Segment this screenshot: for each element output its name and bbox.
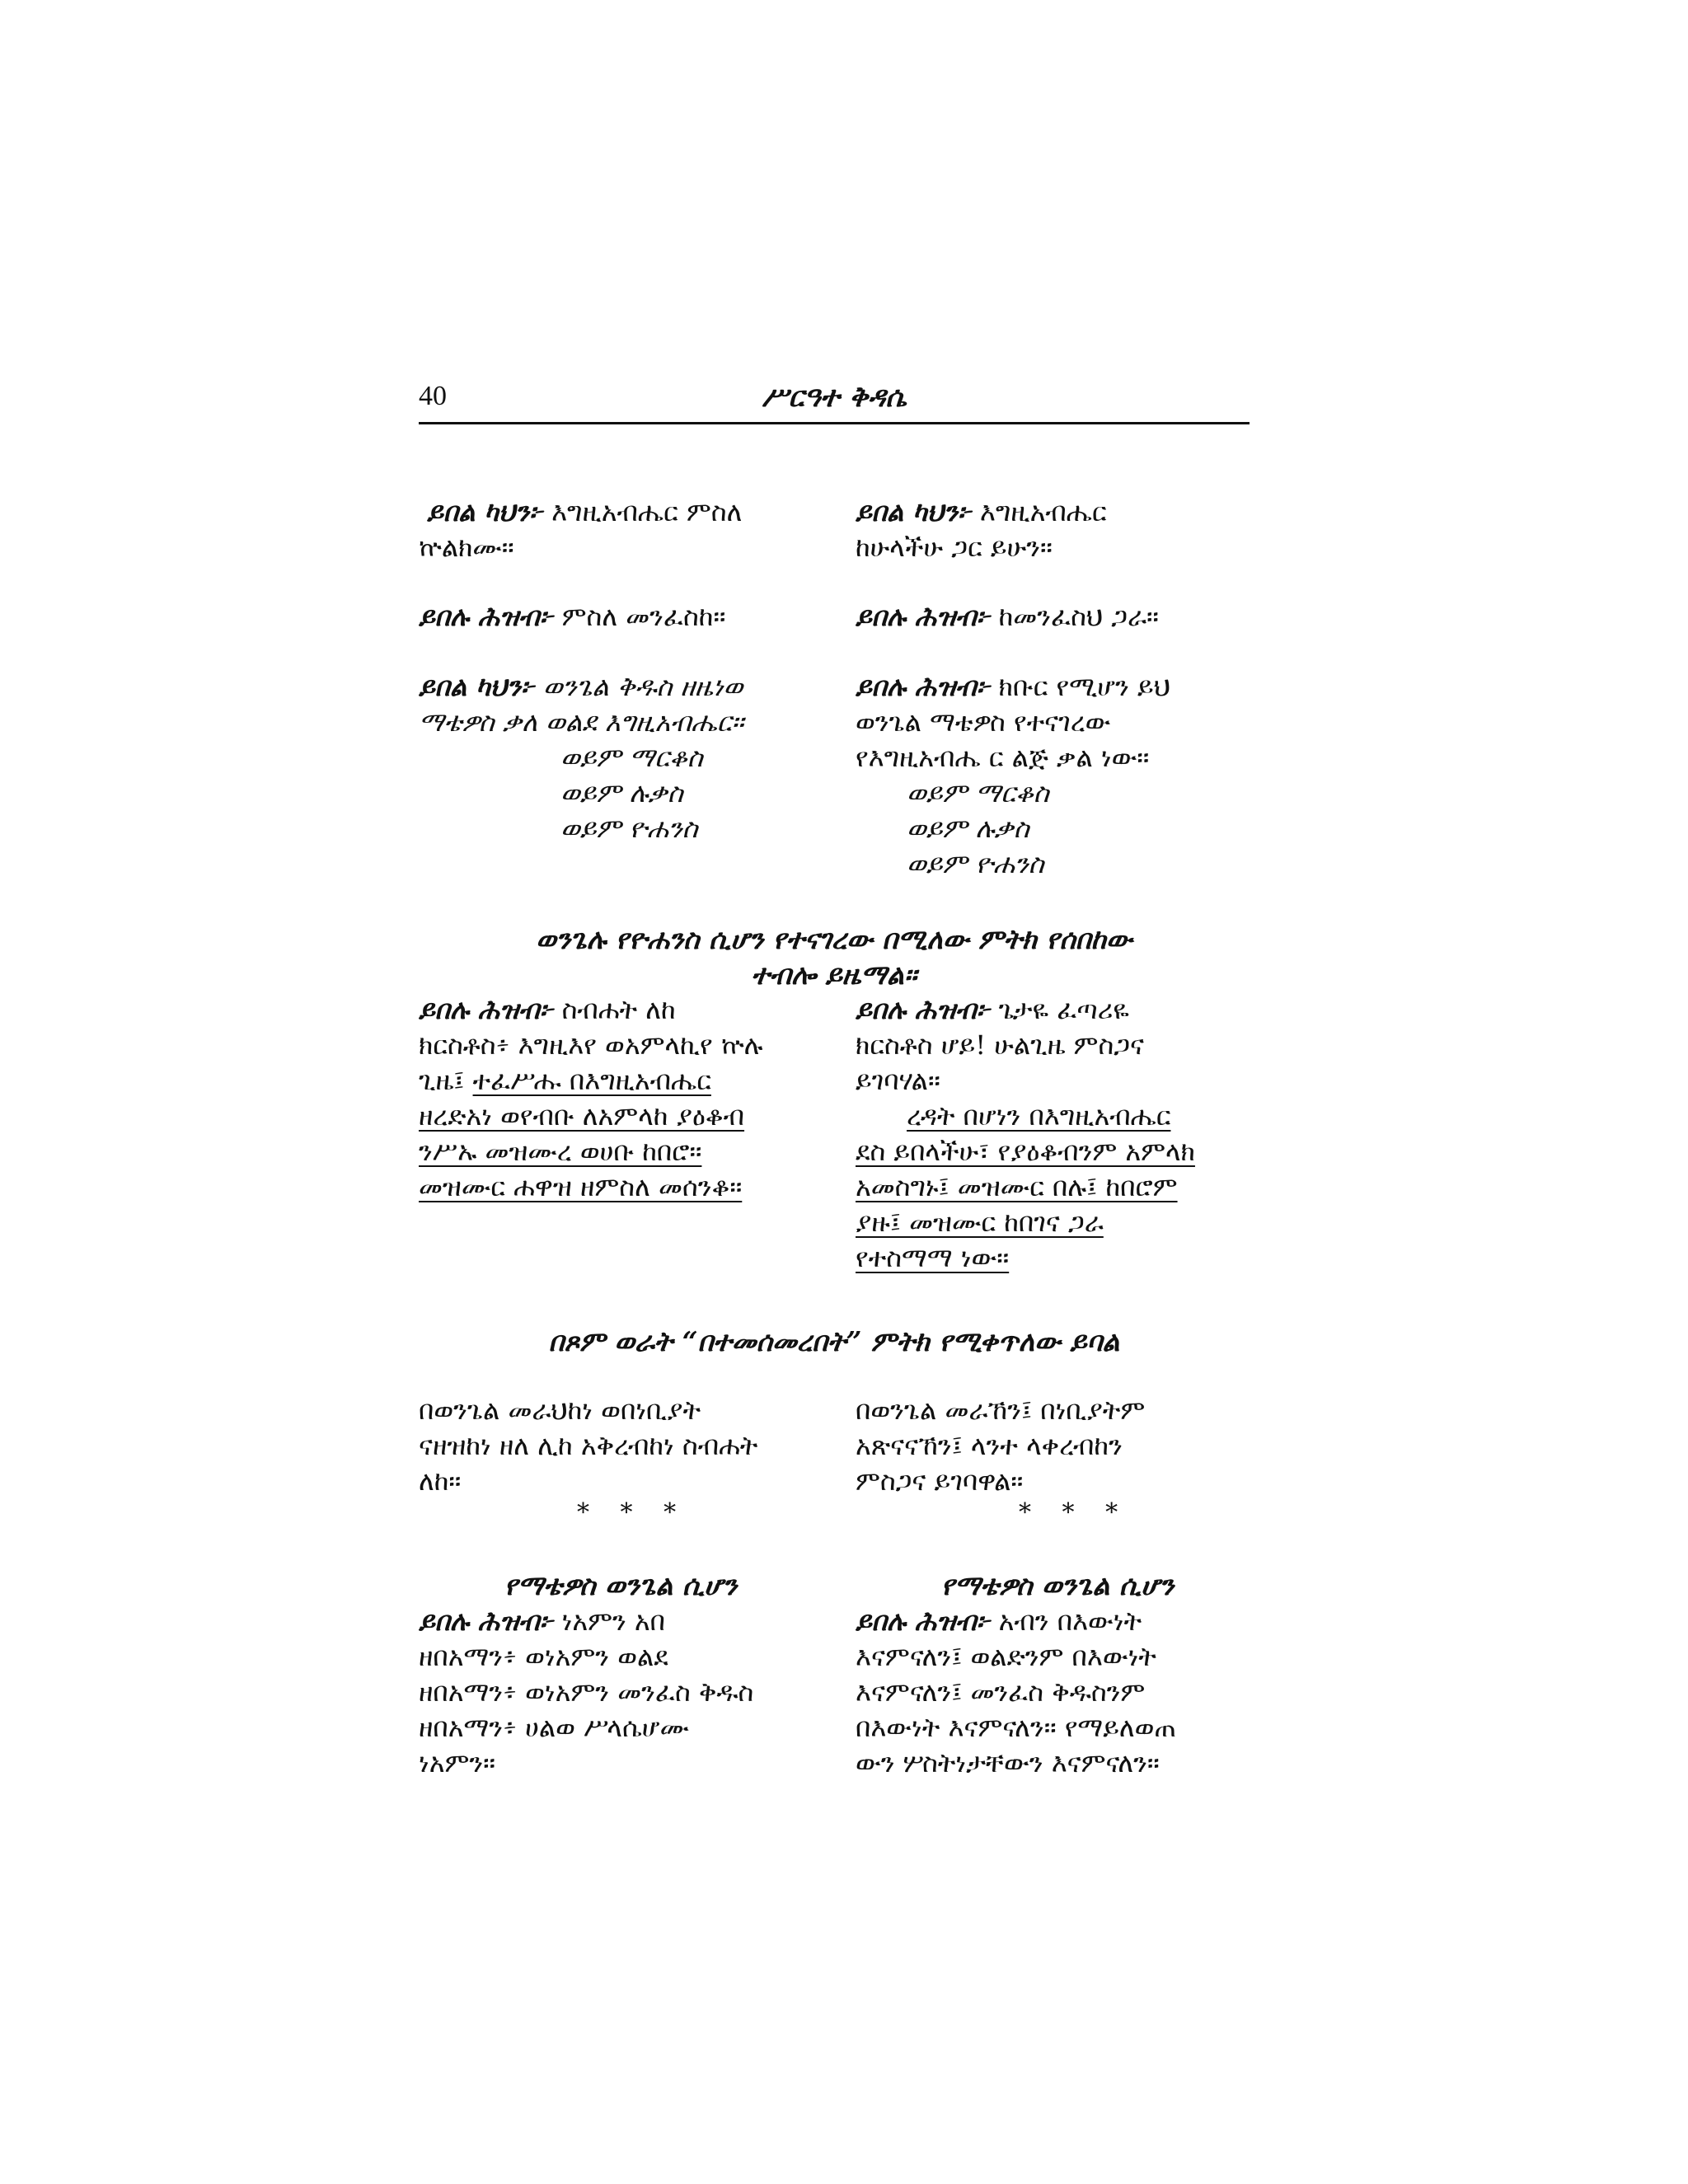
text-line: ክርስቶስ፥ እግዚእየ ወአምላኪየ ኵሉ bbox=[419, 1029, 763, 1061]
text-line bbox=[856, 1134, 1259, 1169]
block1-right bbox=[856, 494, 1259, 565]
text-line: ወንጌል ማቴዎስ የተናገረው bbox=[856, 706, 1111, 738]
text-line bbox=[856, 494, 1259, 530]
underlined-text: ረዳት በሆነን በእግዚአብሔር bbox=[907, 1100, 1171, 1132]
text-line: እናምናለን፤ መንፈስ ቅዱስንም bbox=[856, 1676, 1146, 1708]
block6-right bbox=[856, 1604, 1259, 1781]
section-heading bbox=[419, 921, 1250, 992]
speaker-label: ይበሉ ሕዝብ፦ bbox=[419, 601, 554, 632]
text-line: ነአምን። bbox=[419, 1747, 496, 1779]
text-line bbox=[419, 1169, 823, 1205]
block5-right bbox=[856, 1393, 1259, 1499]
text-line bbox=[856, 1205, 1259, 1240]
text-line: ክርስቶስ ሆይ! ሁልጊዜ ምስጋና bbox=[856, 1029, 1144, 1061]
text-line: ከሁላችሁ ጋር ይሁን። bbox=[856, 532, 1053, 563]
underlined-text: መዝሙር ሐዋዝ ዘምስለ መሰንቆ። bbox=[419, 1171, 743, 1202]
text-line bbox=[419, 494, 823, 530]
underlined-text: ተፈሥሑ በእግዚአብሔር bbox=[472, 1065, 711, 1096]
text-line bbox=[856, 669, 1259, 705]
text-fragment: ነአምን አበ bbox=[553, 1605, 666, 1637]
text-fragment: ክቡር የሚሆን ይህ bbox=[990, 671, 1170, 702]
speaker-label: ይበሉ ሕዝብ፦ bbox=[419, 994, 554, 1025]
text-line bbox=[419, 669, 823, 705]
heading-line: ተብሎ ይዜማል። bbox=[751, 958, 917, 991]
text-line: ይገባሃል። bbox=[856, 1065, 940, 1096]
header-rule bbox=[419, 422, 1250, 424]
text-fragment: ጌታዬ ፈጣሪዬ bbox=[990, 994, 1129, 1025]
underlined-text: ዘረድአነ ወየብቡ ለአምላከ ያዕቆብ bbox=[419, 1100, 745, 1132]
text-line bbox=[419, 1134, 823, 1169]
text-line bbox=[856, 599, 1259, 635]
text-line: ወይም ሉቃስ bbox=[560, 777, 683, 808]
underlined-text: የተስማማ ነው። bbox=[856, 1242, 1010, 1273]
sub-heading: የማቴዎስ ወንጌል ሲሆን bbox=[504, 1569, 738, 1601]
text-line bbox=[419, 1063, 823, 1099]
text-fragment: እግዚአብሔር bbox=[971, 496, 1107, 527]
text-line: ወይም ዮሐንስ bbox=[560, 813, 698, 844]
text-line: ናዘዝከነ ዘለ ሊከ አቅረብከነ ስብሐት bbox=[419, 1430, 758, 1461]
running-title: ሥርዓተ ቅዳሴ bbox=[762, 381, 907, 414]
block5-left bbox=[419, 1393, 823, 1499]
speaker-label: ይበል ካህን፦ bbox=[419, 671, 535, 702]
text-line: ወይም ማርቆስ bbox=[907, 777, 1049, 808]
underlined-text: ንሥኡ መዝሙረ ወሀቡ ከበሮ። bbox=[419, 1136, 702, 1167]
page-number: 40 bbox=[419, 381, 447, 411]
text-fragment: ወንጌል ቅዱስ ዘዜነወ bbox=[534, 671, 743, 702]
heading-line: ወንጌሉ የዮሐንስ ሲሆን የተናገረው በሚለው ምትክ የሰበከው bbox=[536, 923, 1132, 955]
block3-right bbox=[856, 669, 1259, 882]
text-fragment: ምስለ መንፈስከ። bbox=[553, 601, 726, 632]
text-line bbox=[856, 992, 1259, 1028]
text-line: ዘበአማን፥ ወነአምን መንፈስ ቅዱስ bbox=[419, 1676, 754, 1708]
text-line bbox=[856, 1240, 1259, 1276]
text-line: አጽናናኸን፤ ላንተ ላቀረብከን bbox=[856, 1430, 1123, 1461]
speaker-label: ይበል ካህን፦ bbox=[427, 496, 543, 527]
text-line: ማቴዎስ ቃለ ወልደ እግዚአብሔር። bbox=[419, 706, 744, 738]
underlined-text: አመስግኑ፤ መዝሙር በሉ፤ ከበሮም bbox=[856, 1171, 1178, 1202]
text-fragment: አብን በእውነት bbox=[990, 1605, 1142, 1637]
section-divider-stars: * * * bbox=[1019, 1498, 1130, 1527]
text-line bbox=[419, 1099, 823, 1134]
text-line: የእግዚአብሔ ር ልጅ ቃል ነው። bbox=[856, 742, 1150, 773]
block6-left bbox=[419, 1604, 823, 1781]
block4-left bbox=[419, 992, 823, 1205]
text-line: እናምናለን፤ ወልድንም በእውነት bbox=[856, 1641, 1156, 1672]
text-line: ውን ሦስትነታቸውን እናምናለን። bbox=[856, 1747, 1160, 1779]
text-line bbox=[856, 1604, 1259, 1639]
block4-right bbox=[856, 992, 1259, 1276]
text-line bbox=[856, 1099, 1259, 1134]
text-line bbox=[419, 1604, 823, 1639]
speaker-label: ይበሉ ሕዝብ፦ bbox=[856, 671, 991, 702]
text-line bbox=[856, 1169, 1259, 1205]
text-line: ኵልክሙ። bbox=[419, 532, 514, 563]
text-line: በወንጌል መራኸን፤ በነቢያትም bbox=[856, 1394, 1146, 1426]
speaker-label: ይበል ካህን፦ bbox=[856, 496, 972, 527]
speaker-label: ይበሉ ሕዝብ፦ bbox=[856, 1605, 991, 1637]
section-divider-stars: * * * bbox=[577, 1498, 688, 1527]
text-line bbox=[419, 599, 823, 635]
text-fragment: ከመንፈስህ ጋራ። bbox=[990, 601, 1159, 632]
text-line: ለከ። bbox=[419, 1465, 462, 1497]
text-line: ወይም ሉቃስ bbox=[907, 813, 1029, 844]
underlined-text: ደስ ይበላችሁ፣ የያዕቆብንም አምላክ bbox=[856, 1136, 1195, 1167]
block1-left bbox=[419, 494, 823, 565]
block2-left bbox=[419, 599, 823, 635]
speaker-label: ይበሉ ሕዝብ፦ bbox=[419, 1605, 554, 1637]
text-line: ምስጋና ይገባዋል። bbox=[856, 1465, 1024, 1497]
sub-heading: የማቴዎስ ወንጌል ሲሆን bbox=[940, 1569, 1175, 1601]
text-line bbox=[419, 992, 823, 1028]
text-fragment: ስብሐት ለከ bbox=[553, 994, 676, 1025]
text-line: ዘበአማን፥ ሀልወ ሥላሴሆሙ bbox=[419, 1712, 689, 1743]
text-line: ወይም ማርቆስ bbox=[560, 742, 703, 773]
text-fragment: እግዚአብሔር ምስለ bbox=[542, 496, 743, 527]
text-fragment: ጊዜ፤ bbox=[419, 1065, 473, 1096]
text-line: በወንጌል መራህከነ ወበነቢያት bbox=[419, 1394, 701, 1426]
block2-right bbox=[856, 599, 1259, 635]
speaker-label: ይበሉ ሕዝብ፦ bbox=[856, 994, 991, 1025]
text-line: በእውነት እናምናለን። የማይለወጠ bbox=[856, 1712, 1177, 1743]
section-heading: በጾም ወራት “በተመሰመረበት” ምትክ የሚቀጥለው ይባል bbox=[548, 1325, 1120, 1357]
underlined-text: ያዙ፤ መዝሙር ከበገና ጋራ bbox=[856, 1207, 1104, 1238]
text-line: ወይም ዮሐንስ bbox=[907, 848, 1044, 879]
block3-left bbox=[419, 669, 823, 846]
text-line: ዘበአማን፥ ወነአምን ወልደ bbox=[419, 1641, 668, 1672]
speaker-label: ይበሉ ሕዝብ፦ bbox=[856, 601, 991, 632]
